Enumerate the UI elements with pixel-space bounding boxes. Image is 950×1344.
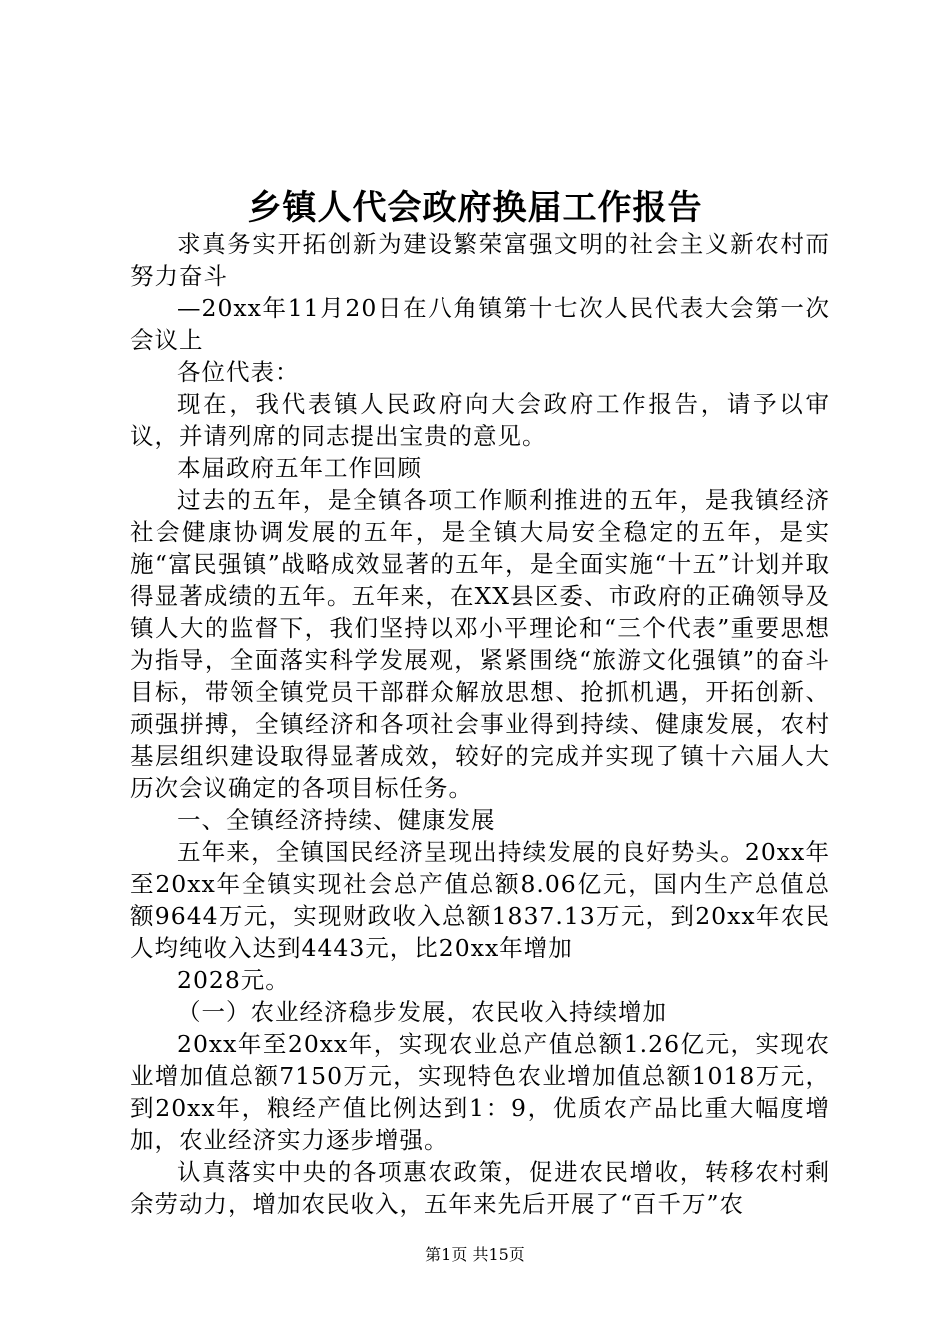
paragraph-economy: 五年来，全镇国民经济呈现出持续发展的良好势头。20xx年至20xx年全镇实现社会总产值总额8.06亿元，国内生产总值总额9644万元，实现财政收入总额1837.13万元，到20xx年农民人均纯收入达到4443元，比20xx年增加 [130, 838, 830, 962]
subsection-heading-agriculture: （一）农业经济稳步发展，农民收入持续增加 [177, 998, 667, 1026]
paragraph-subtitle: 求真务实开拓创新为建设繁荣富强文明的社会主义新农村而努力奋斗 [130, 230, 830, 290]
paragraph-salutation: 各位代表： [177, 358, 300, 386]
section-heading-review: 本届政府五年工作回顾 [177, 454, 422, 482]
paragraph-intro: 现在，我代表镇人民政府向大会政府工作报告，请予以审议，并请列席的同志提出宝贵的意见。 [130, 390, 830, 450]
document-body [130, 228, 830, 1220]
paragraph-economy-cont: 2028元。 [177, 966, 290, 994]
section-heading-economy: 一、全镇经济持续、健康发展 [177, 806, 496, 834]
paragraph-agriculture: 20xx年至20xx年，实现农业总产值总额1.26亿元，实现农业增加值总额7150万元，实现特色农业增加值总额1018万元，到20xx年，粮经产值比例达到1：9，优质农产品比重大幅度增加，农业经济实力逐步增强。 [130, 1030, 830, 1154]
paragraph-meeting-info: —20xx年11月20日在八角镇第十七次人民代表大会第一次会议上 [130, 294, 830, 354]
document-title: 乡镇人代会政府换届工作报告 [247, 188, 703, 228]
paragraph-review: 过去的五年，是全镇各项工作顺利推进的五年，是我镇经济社会健康协调发展的五年，是全镇大局安全稳定的五年，是实施“富民强镇”战略成效显著的五年，是全面实施“十五”计划并取得显著成绩的五年。五年来，在XX县区委、市政府的正确领导及镇人大的监督下，我们坚持以邓小平理论和“三个代表”重要思想为指导，全面落实科学发展观，紧紧围绕“旅游文化强镇”的奋斗目标，带领全镇党员干部群众解放思想、抢抓机遇，开拓创新、顽强拼搏，全镇经济和各项社会事业得到持续、健康发展，农村基层组织建设取得显著成效，较好的完成并实现了镇十六届人大历次会议确定的各项目标任务。 [130, 486, 830, 802]
paragraph-policy: 认真落实中央的各项惠农政策，促进农民增收，转移农村剩余劳动力，增加农民收入，五年来先后开展了“百千万”农 [130, 1158, 830, 1218]
page-number: 第1页 共15页 [425, 1245, 525, 1264]
